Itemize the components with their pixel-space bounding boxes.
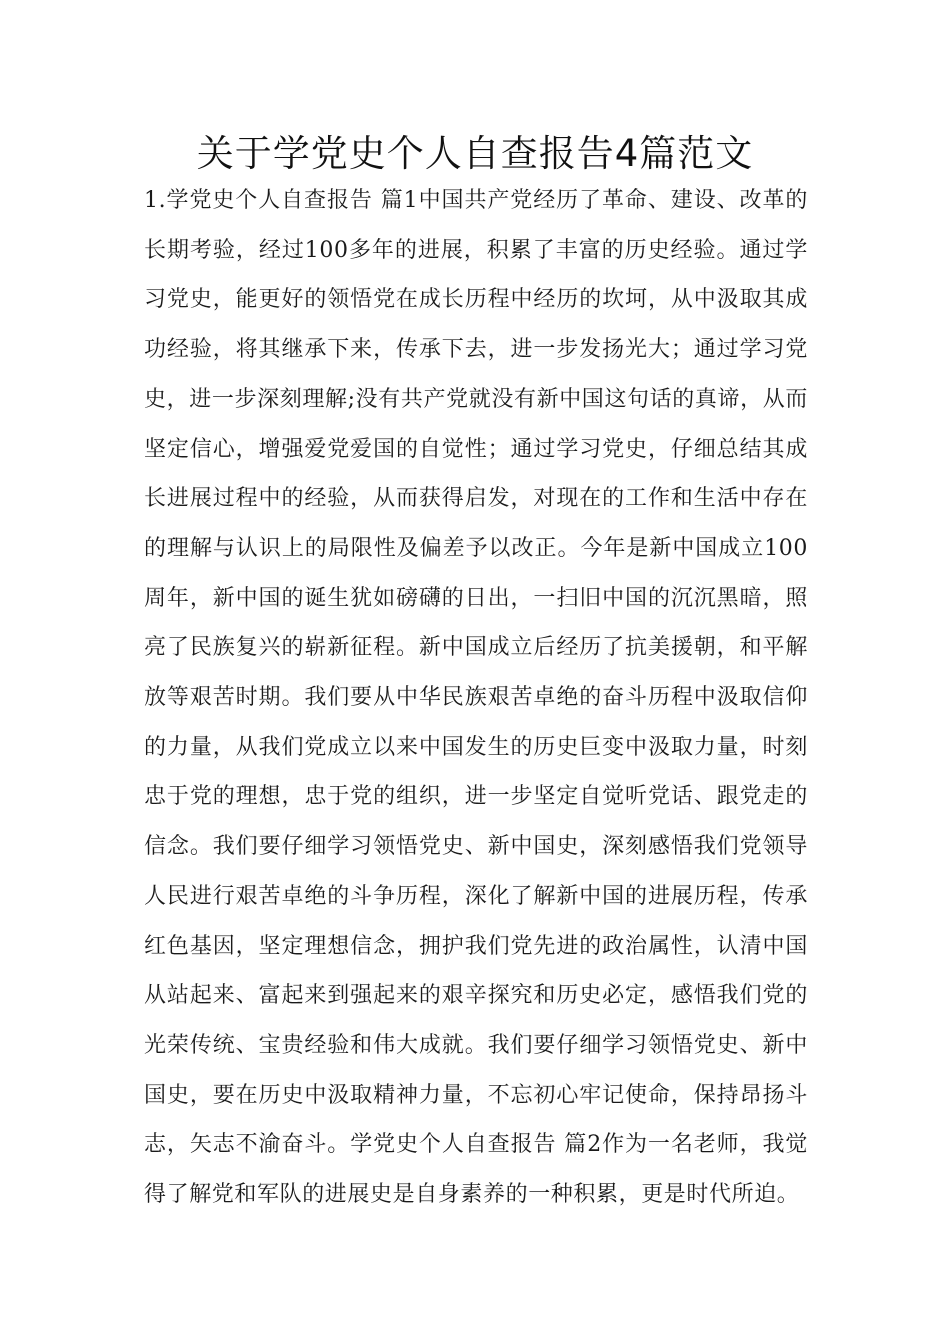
document-title: 关于学党史个人自查报告4篇范文 (196, 132, 754, 175)
document-body-paragraph: 1.学党史个人自查报告 篇1中国共产党经历了革命、建设、改革的长期考验，经过100多年的进展，积累了丰富的历史经验。通过学习党史，能更好的领悟党在成长历程中经历的坎坷，从中汲取其成功经验，将其继承下来，传承下去，进一步发扬光大；通过学习党史，进一步深刻理解;没有共产党就没有新中国这句话的真谛，从而坚定信心，增强爱党爱国的自觉性；通过学习党史，仔细总结其成长进展过程中的经验，从而获得启发，对现在的工作和生活中存在的理解与认识上的局限性及偏差予以改正。今年是新中国成立100周年，新中国的诞生犹如磅礴的日出，一扫旧中国的沉沉黑暗，照亮了民族复兴的崭新征程。新中国成立后经历了抗美援朝，和平解放等艰苦时期。我们要从中华民族艰苦卓绝的奋斗历程中汲取信仰的力量，从我们党成立以来中国发生的历史巨变中汲取力量，时刻忠于党的理想，忠于党的组织，进一步坚定自觉听党话、跟党走的信念。我们要仔细学习领悟党史、新中国史，深刻感悟我们党领导人民进行艰苦卓绝的斗争历程，深化了解新中国的进展历程，传承红色基因，坚定理想信念，拥护我们党先进的政治属性，认清中国从站起来、富起来到强起来的艰辛探究和历史必定，感悟我们党的光荣传统、宝贵经验和伟大成就。我们要仔细学习领悟党史、新中国史，要在历史中汲取精神力量，不忘初心牢记使命，保持昂扬斗志，矢志不渝奋斗。学党史个人自查报告 篇2作为一名老师，我觉得了解党和军队的进展史是自身素养的一种积累，更是时代所迫。 (144, 188, 808, 1208)
